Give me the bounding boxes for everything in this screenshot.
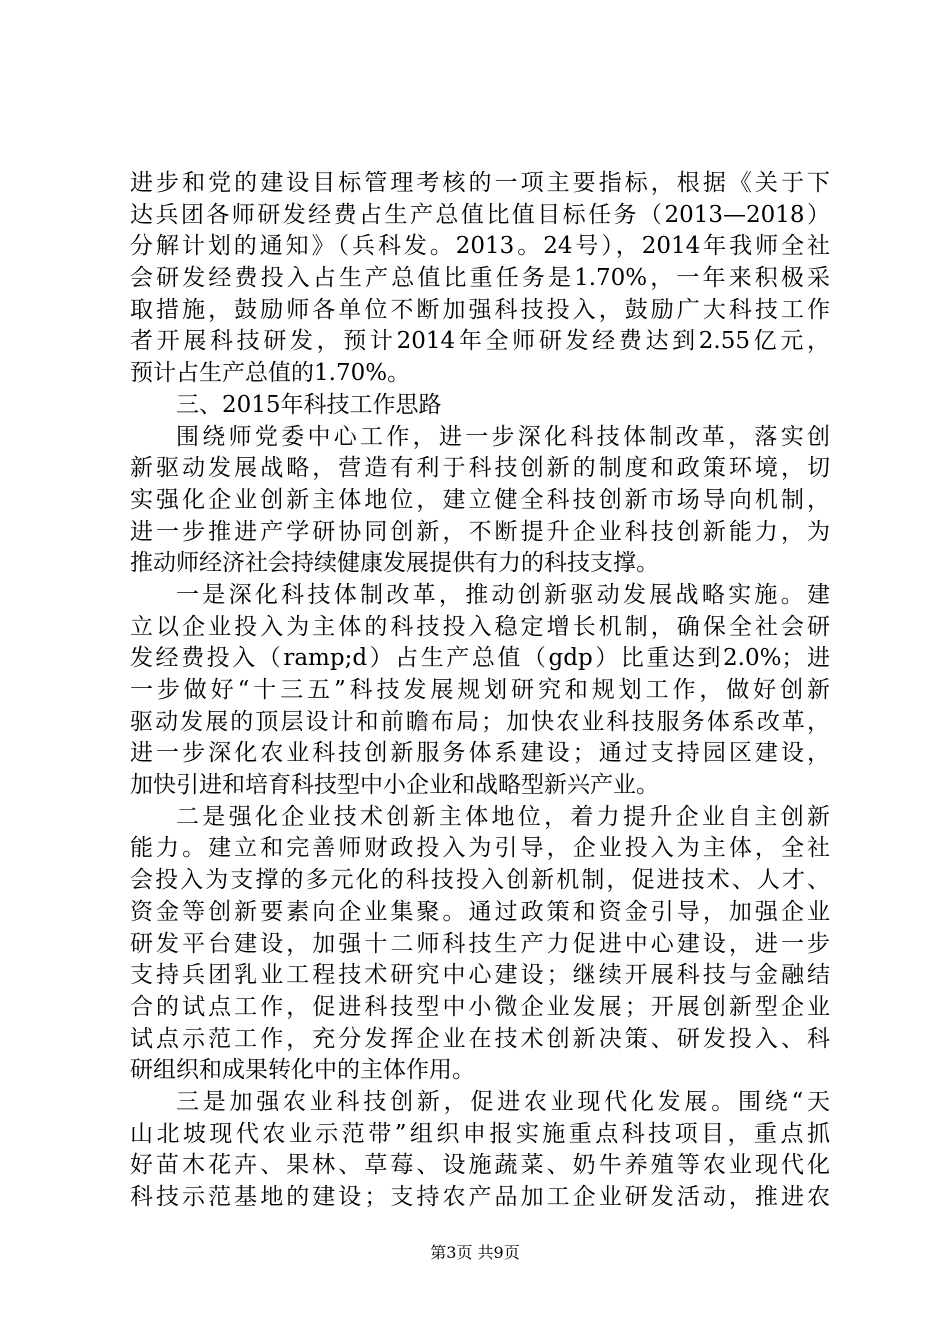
- text-line: 二是强化企业技术创新主体地位，着力提升企业自主创新: [176, 803, 830, 830]
- text-line: 山北坡现代农业示范带”组织申报实施重点科技项目，重点抓: [130, 1120, 830, 1147]
- section-heading: 三、2015年科技工作思路: [176, 391, 442, 418]
- text-line: 进一步深化农业科技创新服务体系建设；通过支持园区建设，: [130, 740, 830, 767]
- page-number-footer: 第3页 共9页: [430, 1243, 520, 1262]
- text-line: 加快引进和培育科技型中小企业和战略型新兴产业。: [130, 772, 659, 799]
- text-line: 驱动发展的顶层设计和前瞻布局；加快农业科技服务体系改革，: [130, 708, 830, 735]
- text-line: 试点示范工作，充分发挥企业在技术创新决策、研发投入、科: [130, 1025, 830, 1052]
- text-line: 发经费投入（ramp;d）占生产总值（gdp）比重达到2.0%；进: [130, 645, 830, 672]
- text-line: 一是深化科技体制改革，推动创新驱动发展战略实施。建: [176, 581, 830, 608]
- text-line: 进一步推进产学研协同创新，不断提升企业科技创新能力，为: [130, 518, 830, 545]
- text-line: 分解计划的通知》（兵科发。2013。24号），2014年我师全社: [130, 233, 830, 260]
- text-line: 科技示范基地的建设；支持农产品加工企业研发活动，推进农: [130, 1184, 830, 1210]
- text-line: 三是加强农业科技创新，促进农业现代化发展。围绕“天: [176, 1088, 830, 1115]
- text-line: 会研发经费投入占生产总值比重任务是1.70%，一年来积极采: [130, 265, 830, 292]
- document-body: [130, 168, 830, 1214]
- text-line: 资金等创新要素向企业集聚。通过政策和资金引导，加强企业: [130, 898, 830, 925]
- text-line: 一步做好“十三五”科技发展规划研究和规划工作，做好创新: [130, 677, 830, 703]
- text-line: 取措施，鼓励师各单位不断加强科技投入，鼓励广大科技工作: [130, 296, 830, 323]
- text-line: 推动师经济社会持续健康发展提供有力的科技支撑。: [130, 550, 659, 577]
- text-line: 立以企业投入为主体的科技投入稳定增长机制，确保全社会研: [130, 613, 830, 640]
- text-line: 新驱动发展战略，营造有利于科技创新的制度和政策环境，切: [130, 455, 830, 482]
- text-line: 达兵团各师研发经费占生产总值比值目标任务（2013—2018）: [130, 201, 830, 228]
- text-line: 能力。建立和完善师财政投入为引导，企业投入为主体，全社: [130, 835, 830, 862]
- text-line: 围绕师党委中心工作，进一步深化科技体制改革，落实创: [176, 423, 830, 450]
- text-line: 实强化企业创新主体地位，建立健全科技创新市场导向机制，: [130, 486, 830, 513]
- text-line: 者开展科技研发，预计2014年全师研发经费达到2.55亿元，: [130, 328, 830, 355]
- text-line: 好苗木花卉、果林、草莓、设施蔬菜、奶牛养殖等农业现代化: [130, 1152, 830, 1179]
- text-line: 研发平台建设，加强十二师科技生产力促进中心建设，进一步: [130, 930, 830, 957]
- text-line: 研组织和成果转化中的主体作用。: [130, 1057, 475, 1084]
- text-line: 进步和党的建设目标管理考核的一项主要指标，根据《关于下: [130, 170, 830, 196]
- text-line: 预计占生产总值的1.70%。: [130, 360, 411, 387]
- text-line: 支持兵团乳业工程技术研究中心建设；继续开展科技与金融结: [130, 962, 830, 989]
- text-line: 合的试点工作，促进科技型中小微企业发展；开展创新型企业: [130, 993, 830, 1020]
- text-line: 会投入为支撑的多元化的科技投入创新机制，促进技术、人才、: [130, 867, 830, 894]
